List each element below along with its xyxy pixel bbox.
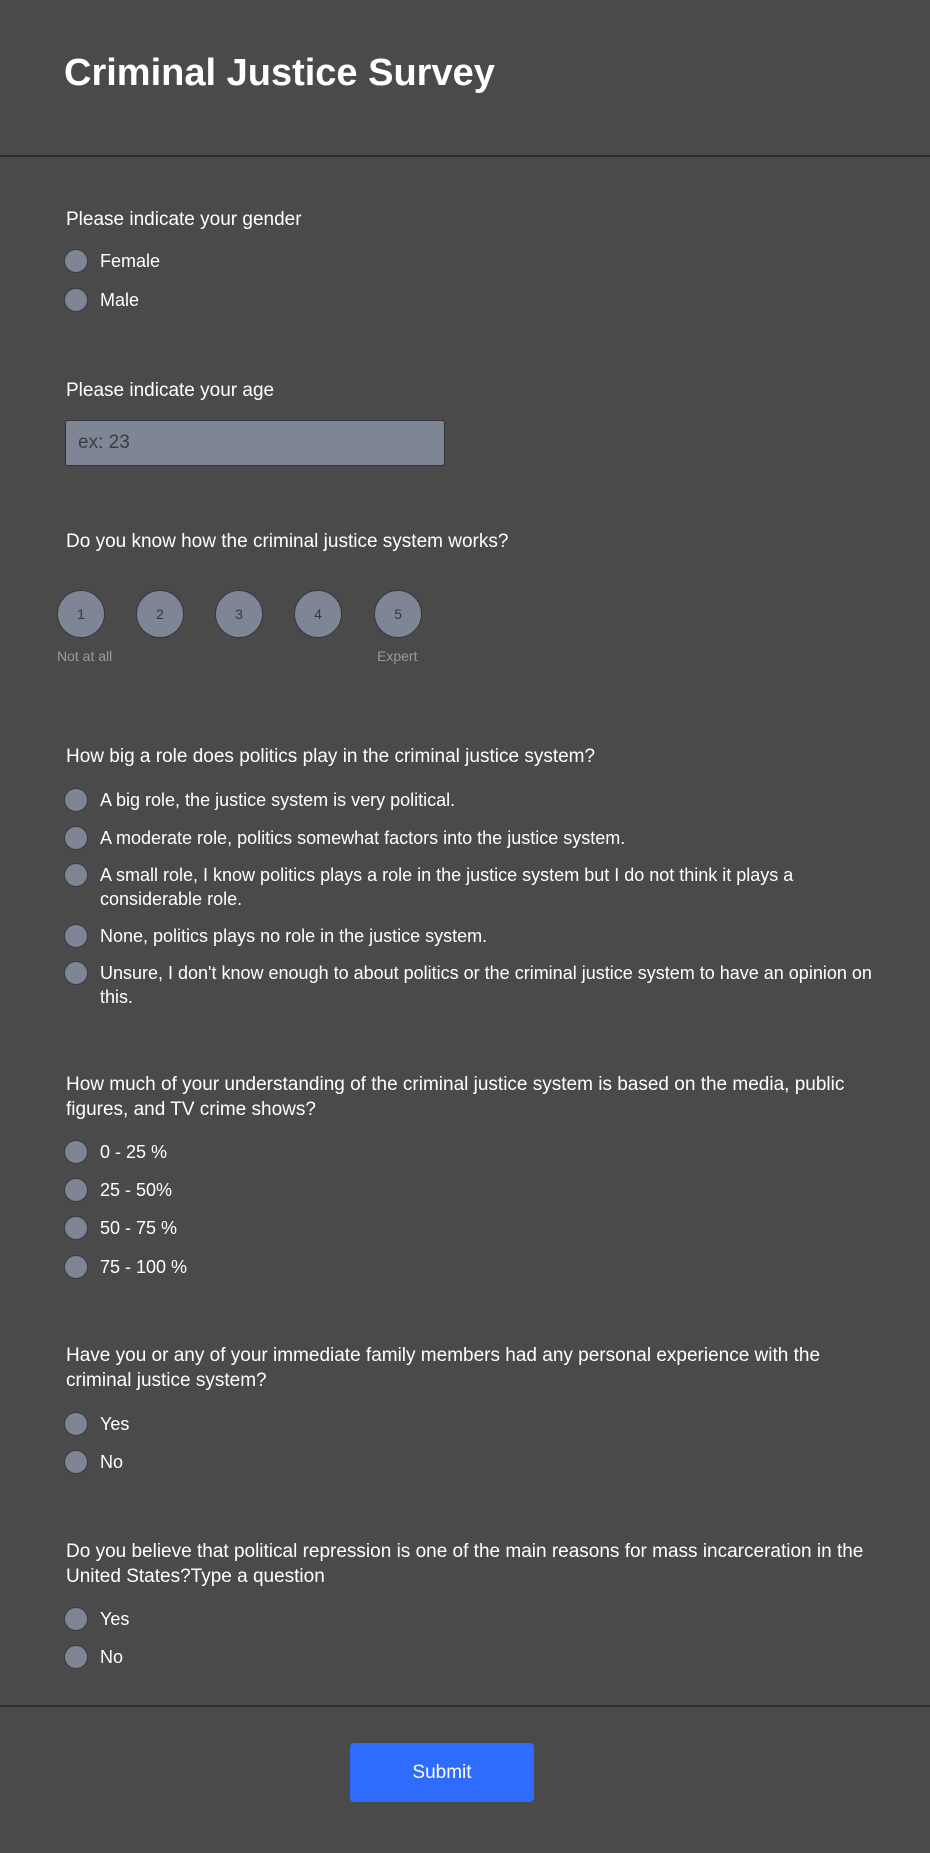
option-label: 0 - 25 %: [100, 1142, 168, 1162]
option-label: No: [100, 1452, 124, 1472]
radio-button[interactable]: [64, 1450, 88, 1474]
option-label: 25 - 50%: [100, 1180, 173, 1200]
question-media: How much of your understanding of the criminal justice system is based on the media, public figures, and TV crime shows?: [66, 1074, 845, 1120]
option-label: Male: [100, 290, 140, 310]
radio-button[interactable]: [64, 924, 88, 948]
option-label: 50 - 75 %: [100, 1218, 178, 1238]
radio-option-female[interactable]: [64, 249, 874, 273]
radio-button[interactable]: [64, 1216, 88, 1240]
question-politics: How big a role does politics play in the criminal justice system?: [66, 746, 596, 767]
option-label: None, politics plays no role in the justice system.: [100, 926, 488, 946]
question-gender: Please indicate your gender: [66, 209, 302, 230]
option-label: 75 - 100 %: [100, 1257, 188, 1277]
radio-option-25-50[interactable]: [64, 1178, 874, 1202]
option-label: A moderate role, politics somewhat factors into the justice system.: [100, 828, 626, 848]
rating-5[interactable]: 5: [374, 590, 422, 638]
rating-1[interactable]: 1: [57, 590, 105, 638]
rating-3[interactable]: 3: [215, 590, 263, 638]
radio-button[interactable]: [64, 1140, 88, 1164]
option-label: Unsure, I don't know enough to about politics or the criminal justice system to have an opinion on this.: [100, 963, 872, 1007]
option-label: A big role, the justice system is very political.: [100, 790, 456, 810]
radio-button[interactable]: [64, 1255, 88, 1279]
radio-option-0-25[interactable]: [64, 1140, 874, 1164]
rating-2[interactable]: 2: [136, 590, 184, 638]
option-label: Female: [100, 251, 161, 271]
radio-option-no[interactable]: [64, 1450, 874, 1474]
radio-option-small-role[interactable]: [64, 863, 874, 911]
radio-option-50-75[interactable]: [64, 1216, 874, 1240]
radio-button[interactable]: [64, 1607, 88, 1631]
footer-divider: [0, 1705, 930, 1707]
question-repression: Do you believe that political repression is one of the main reasons for mass incarceration in the United States?Type a question: [66, 1541, 864, 1587]
scale-max-label: Expert: [377, 648, 418, 664]
age-input[interactable]: [65, 420, 445, 466]
radio-button[interactable]: [64, 863, 88, 887]
option-label: Yes: [100, 1609, 130, 1629]
radio-option-no-role[interactable]: [64, 924, 874, 948]
question-knowledge: Do you know how the criminal justice system works?: [66, 531, 509, 552]
option-label: Yes: [100, 1414, 130, 1434]
radio-button[interactable]: [64, 788, 88, 812]
radio-button[interactable]: [64, 1412, 88, 1436]
radio-button[interactable]: [64, 288, 88, 312]
radio-option-no[interactable]: [64, 1645, 874, 1669]
radio-button[interactable]: [64, 826, 88, 850]
radio-option-moderate-role[interactable]: [64, 826, 874, 850]
option-label: A small role, I know politics plays a role in the justice system but I do not think it plays a considerable role.: [100, 865, 794, 909]
page-title: Criminal Justice Survey: [64, 52, 495, 94]
question-experience: Have you or any of your immediate family members had any personal experience with the criminal justice system?: [66, 1345, 821, 1391]
radio-button[interactable]: [64, 1645, 88, 1669]
rating-4[interactable]: 4: [294, 590, 342, 638]
radio-button[interactable]: [64, 1178, 88, 1202]
option-label: No: [100, 1647, 124, 1667]
radio-button[interactable]: [64, 249, 88, 273]
radio-option-75-100[interactable]: [64, 1255, 874, 1279]
question-age: Please indicate your age: [66, 380, 275, 401]
radio-option-unsure[interactable]: [64, 961, 874, 1009]
submit-button[interactable]: Submit: [350, 1743, 534, 1802]
radio-option-big-role[interactable]: [64, 788, 874, 812]
radio-button[interactable]: [64, 961, 88, 985]
header-divider: [0, 155, 930, 157]
radio-option-yes[interactable]: [64, 1412, 874, 1436]
scale-min-label: Not at all: [57, 648, 113, 664]
radio-option-yes[interactable]: [64, 1607, 874, 1631]
radio-option-male[interactable]: [64, 288, 874, 312]
